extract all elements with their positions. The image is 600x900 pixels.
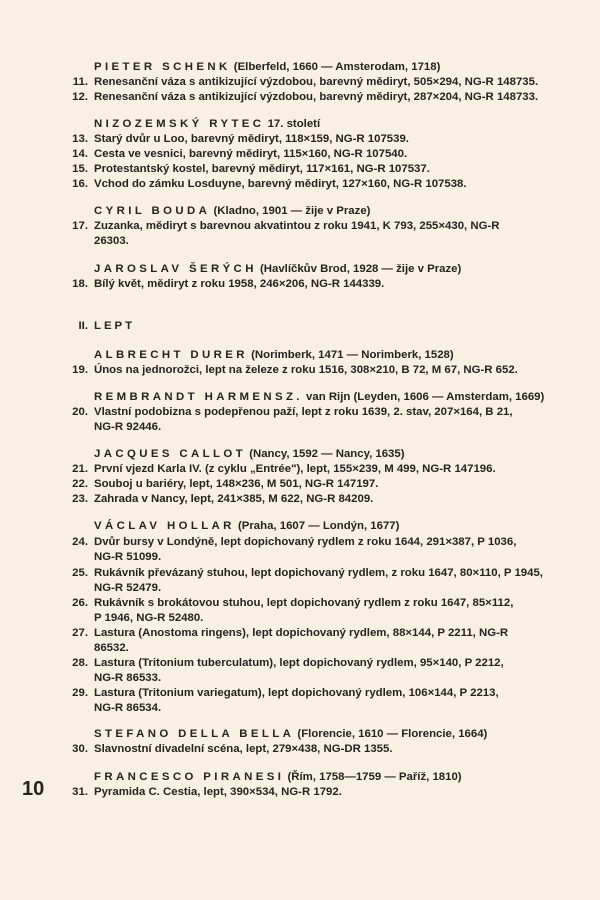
catalog-entry [62, 477, 590, 491]
artist-heading [62, 390, 590, 404]
entry-number: 14. [72, 148, 88, 160]
entry-text: Zuzanka, mědiryt s barevnou akvatintou z roku 1941, K 793, 255×430, NG-R [94, 220, 500, 232]
catalog-entry [62, 162, 590, 176]
catalog-entry [62, 277, 590, 291]
entry-number: 19. [72, 364, 88, 376]
entry-text: NG-R 92446. [94, 421, 162, 433]
entry-number: 12. [72, 91, 88, 103]
artist-heading [62, 727, 590, 741]
catalog-entry [62, 656, 590, 670]
entry-number: 17. [72, 220, 88, 232]
entry-number: 22. [72, 478, 88, 490]
entry-text: Rukávník s brokátovou stuhou, lept dopichovaný rydlem z roku 1647, 85×112, [94, 597, 514, 609]
entry-number: 15. [72, 163, 88, 175]
catalog-entry [62, 596, 590, 610]
entry-number: 11. [72, 76, 88, 88]
entry-number: 30. [72, 743, 88, 755]
artist-heading [62, 348, 590, 362]
entry-text: NG-R 86533. [94, 672, 162, 684]
artist-name: ALBRECHT DURER [94, 349, 248, 361]
entry-continuation [62, 611, 590, 625]
entry-number: 13. [72, 133, 88, 145]
entry-number: 16. [72, 178, 88, 190]
artist-heading [62, 204, 590, 218]
entry-number: 18. [72, 278, 88, 290]
entry-number: 27. [72, 627, 88, 639]
entry-text: Dvůr bursy v Londýně, lept dopichovaný rydlem z roku 1644, 291×387, P 1036, [94, 536, 517, 548]
artist-name: JACQUES CALLOT [94, 448, 247, 460]
entry-number: 21. [72, 463, 88, 475]
entry-text: Lastura (Tritonium tuberculatum), lept dopichovaný rydlem, 95×140, P 2212, [94, 657, 504, 669]
entry-text: Protestantský kostel, barevný mědiryt, 117×161, NG-R 107537. [94, 163, 430, 175]
entry-text: Lastura (Tritonium variegatum), lept dopichovaný rydlem, 106×144, P 2213, [94, 687, 499, 699]
catalog-entry [62, 462, 590, 476]
entry-text: NG-R 51099. [94, 551, 162, 563]
entry-continuation [62, 420, 590, 434]
artist-name: VÁCLAV HOLLAR [94, 520, 235, 532]
artist-name: CYRIL BOUDA [94, 205, 211, 217]
entry-text: První vjezd Karla IV. (z cyklu „Entrée"), lept, 155×239, M 499, NG-R 147196. [94, 463, 496, 475]
artist-dates: 17. století [264, 118, 321, 130]
entry-text: Vchod do zámku Losduyne, barevný mědiryt, 127×160, NG-R 107538. [94, 178, 467, 190]
artist-heading [62, 60, 590, 74]
catalog-entry [62, 75, 590, 89]
entry-number: 23. [72, 493, 88, 505]
artist-heading [62, 262, 590, 276]
catalog-entry [62, 686, 590, 700]
entry-text: Zahrada v Nancy, lept, 241×385, M 622, NG-R 84209. [94, 493, 374, 505]
artist-name: NIZOZEMSKÝ RYTEC [94, 118, 265, 130]
entry-text: Bílý květ, mědiryt z roku 1958, 246×206, NG-R 144339. [94, 278, 385, 290]
artist-dates: (Havlíčkův Brod, 1928 — žije v Praze) [256, 263, 462, 275]
entry-text: Renesanční váza s antikizující výzdobou, barevný mědiryt, 287×204, NG-R 148733. [94, 91, 539, 103]
entry-continuation [62, 550, 590, 564]
artist-heading [62, 519, 590, 533]
entry-text: LEPT [94, 320, 136, 332]
entry-number: II. [78, 320, 88, 332]
entry-text: 86532. [94, 642, 129, 654]
entry-text: Renesanční váza s antikizující výzdobou, barevný mědiryt, 505×294, NG-R 148735. [94, 76, 539, 88]
catalog-entry [62, 90, 590, 104]
artist-heading [62, 117, 590, 131]
entry-number: 25. [72, 567, 88, 579]
artist-heading [62, 447, 590, 461]
entry-text: Pyramida C. Cestia, lept, 390×534, NG-R 1792. [94, 786, 342, 798]
artist-dates: (Řím, 1758—1759 — Paříž, 1810) [284, 771, 462, 783]
entry-number: 31. [72, 786, 88, 798]
artist-heading [62, 770, 590, 784]
catalog-entry [62, 363, 590, 377]
catalog-entry [62, 177, 590, 191]
catalog-entry [62, 566, 590, 580]
catalog-entry [62, 785, 590, 799]
artist-dates: (Kladno, 1901 — žije v Praze) [210, 205, 371, 217]
entry-continuation [62, 581, 590, 595]
section-heading [62, 319, 590, 333]
catalog-entry [62, 132, 590, 146]
artist-name: JAROSLAV ŠERÝCH [94, 263, 257, 275]
entry-number: 28. [72, 657, 88, 669]
entry-number: 26. [72, 597, 88, 609]
entry-text: 26303. [94, 235, 129, 247]
page-number: 10 [22, 778, 45, 800]
entry-number: 29. [72, 687, 88, 699]
artist-name: REMBRANDT HARMENSZ. [94, 391, 303, 403]
catalog-entry [62, 535, 590, 549]
entry-number: 20. [72, 406, 88, 418]
artist-name: FRANCESCO PIRANESI [94, 771, 285, 783]
artist-dates: (Norimberk, 1471 — Norimberk, 1528) [247, 349, 454, 361]
entry-text: Starý dvůr u Loo, barevný mědiryt, 118×159, NG-R 107539. [94, 133, 409, 145]
artist-name: STEFANO DELLA BELLA [94, 728, 295, 740]
artist-dates: van Rijn (Leyden, 1606 — Amsterdam, 1669) [302, 391, 545, 403]
artist-dates: (Florencie, 1610 — Florencie, 1664) [294, 728, 488, 740]
entry-text: Cesta ve vesnici, barevný mědiryt, 115×160, NG-R 107540. [94, 148, 408, 160]
entry-text: P 1946, NG-R 52480. [94, 612, 204, 624]
entry-continuation [62, 701, 590, 715]
artist-dates: (Nancy, 1592 — Nancy, 1635) [246, 448, 405, 460]
entry-number: 24. [72, 536, 88, 548]
entry-continuation [62, 641, 590, 655]
entry-text: Lastura (Anostoma ringens), lept dopichovaný rydlem, 88×144, P 2211, NG-R [94, 627, 509, 639]
catalog-entry [62, 147, 590, 161]
artist-dates: (Praha, 1607 — Londýn, 1677) [234, 520, 400, 532]
catalog-entry [62, 405, 590, 419]
entry-continuation [62, 671, 590, 685]
artist-dates: (Elberfeld, 1660 — Amsterodam, 1718) [230, 61, 441, 73]
entry-text: NG-R 52479. [94, 582, 162, 594]
entry-text: Rukávník převázaný stuhou, lept dopichovaný rydlem, z roku 1647, 80×110, P 1945, [94, 567, 543, 579]
entry-continuation [62, 234, 590, 248]
catalog-entry [62, 492, 590, 506]
catalog-entry [62, 626, 590, 640]
entry-text: Souboj u bariéry, lept, 148×236, M 501, NG-R 147197. [94, 478, 379, 490]
entry-text: Únos na jednorožci, lept na železe z roku 1516, 308×210, B 72, M 67, NG-R 652. [94, 364, 518, 376]
catalog-entry [62, 742, 590, 756]
entry-text: Vlastní podobizna s podepřenou paží, lept z roku 1639, 2. stav, 207×164, B 21, [94, 406, 513, 418]
entry-text: Slavnostní divadelní scéna, lept, 279×438, NG-DR 1355. [94, 743, 393, 755]
catalog-entry [62, 219, 590, 233]
entry-text: NG-R 86534. [94, 702, 162, 714]
artist-name: PIETER SCHENK [94, 61, 231, 73]
